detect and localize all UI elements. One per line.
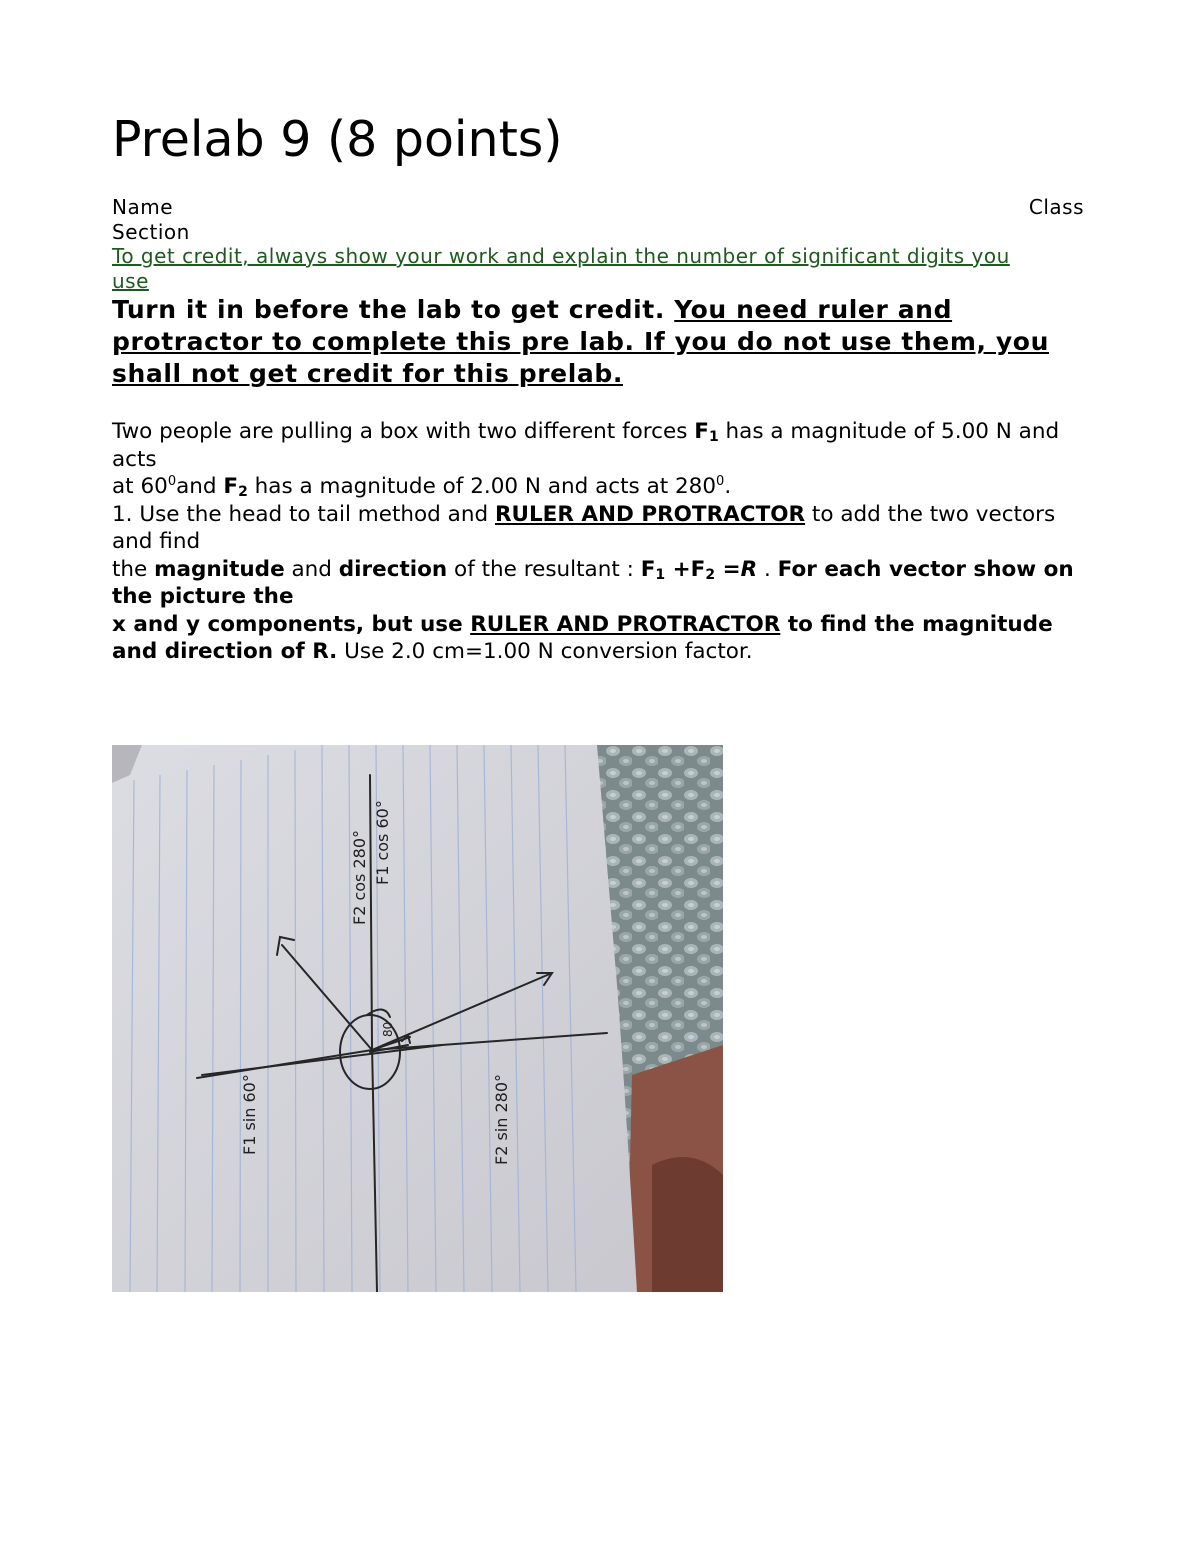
warning-underlined: You need ruler and protractor to complete this pre lab. If you do not use them, you shall not get credit for this prelab. (112, 295, 1049, 388)
problem-line-2: at $60^0and$ $F_2$ has a magnitude of 2.00 N and acts at $280^0$. (112, 474, 732, 500)
label-f2-cos: F2 cos 280° (350, 829, 369, 925)
label-f2-sin: F2 sin 280° (492, 1073, 511, 1165)
problem-line-4: the magnitude and direction of the resultant : $F_1 +F_2 =R$ . For each vector show on the picture the (112, 556, 1074, 609)
page-title: Prelab 9 (8 points) (112, 111, 563, 168)
warning-lead: Turn it in before the lab to get credit. (112, 295, 665, 324)
name-label: Name (112, 195, 174, 219)
problem-line-5: x and y components, but use RULER AND PROTRACTOR to find the magnitude and direction of R. Use 2.0 cm=1.00 N conversion factor. (112, 611, 1053, 664)
problem-statement (112, 418, 1087, 666)
class-label: Class (1028, 195, 1084, 219)
problem-line-1: Two people are pulling a box with two different forces $F_1$ has a magnitude of 5.00 N and acts (112, 419, 1060, 472)
credit-note: To get credit, always show your work and explain the number of significant digits you use (112, 244, 1010, 293)
label-f1-sin: F1 sin 60° (240, 1074, 259, 1155)
vector-sketch-photo (112, 745, 723, 1292)
label-f1-cos: F1 cos 60° (373, 800, 392, 885)
label-angle: 80 (381, 1021, 395, 1037)
header-fields (112, 194, 1084, 220)
section-label: Section (112, 220, 190, 244)
submission-warning (112, 294, 1072, 390)
problem-line-3: 1. Use the head to tail method and RULER AND PROTRACTOR to add the two vectors and find (112, 501, 1056, 554)
